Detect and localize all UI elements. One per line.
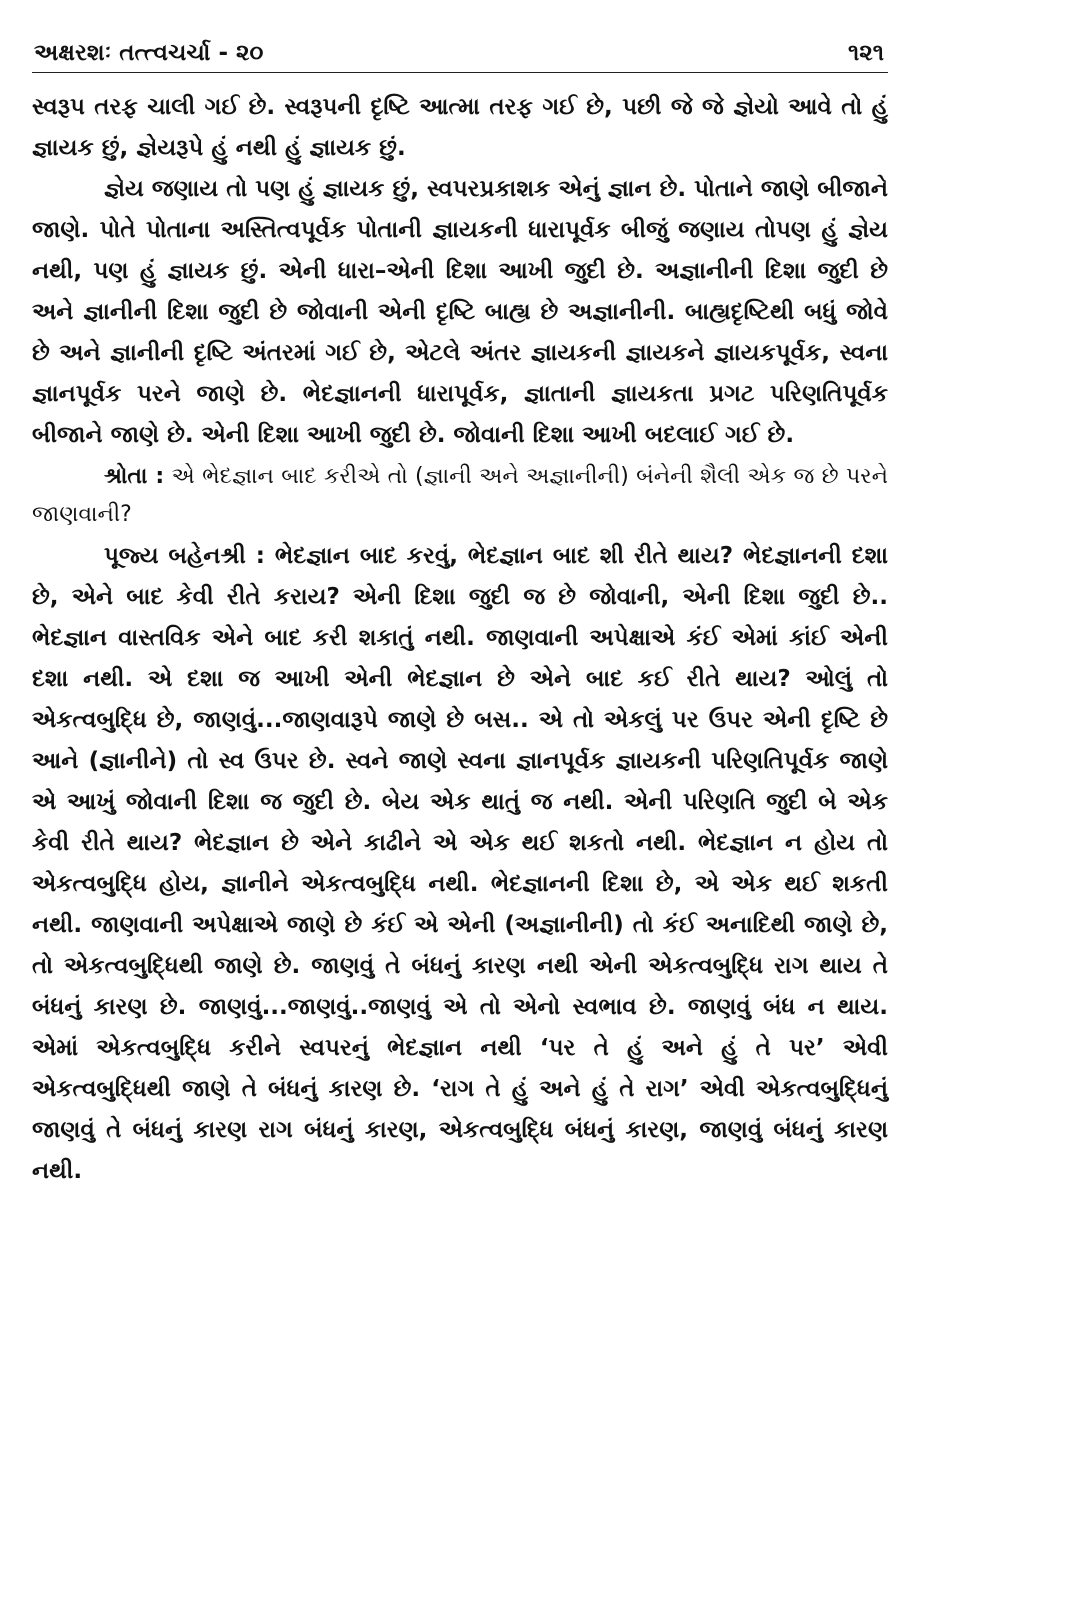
question-paragraph — [32, 458, 888, 534]
page-number: ૧૨૧ — [847, 40, 884, 66]
running-header — [32, 38, 888, 73]
paragraph-continuation: સ્વરૂપ તરફ ચાલી ગઈ છે. સ્વરૂપની દૃષ્ટિ આત્મા તરફ ગઈ છે, પછી જે જે જ્ઞેયો આવે તો હું જ્ઞાયક છું, જ્ઞેયરૂપે હું નથી હું જ્ઞાયક છું. — [32, 94, 888, 161]
question-text: એ ભેદજ્ઞાન બાદ કરીએ તો (જ્ઞાની અને અજ્ઞાનીની) બંનેની શૈલી એક જ છે પરને જાણવાની? — [32, 464, 888, 527]
answer-text: ભેદજ્ઞાન બાદ કરવું, ભેદજ્ઞાન બાદ શી રીતે થાય? ભેદજ્ઞાનની દશા છે, એને બાદ કેવી રીતે કરાય? એની દિશા જુદી જ છે જોવાની, એની દિશા જુદી છે.. ભેદજ્ઞાન વાસ્તવિક એને બાદ કરી શકાતું નથી. જાણવાની અપેક્ષાએ કંઈ એમાં કાંઈ એની દશા નથી. એ દશા જ આખી એની ભેદજ્ઞાન છે એને બાદ કઈ રીતે થાય? ઓલું તો એકત્વબુદ્ધિ છે, જાણવું...જાણવારૂપે જાણે છે બસ.. એ તો એકલું પર ઉપર એની દૃષ્ટિ છે આને (જ્ઞાનીને) તો સ્વ ઉપર છે. સ્વને જાણે સ્વના જ્ઞાનપૂર્વક જ્ઞાયકની પરિણતિપૂર્વક જાણે એ આખું જોવાની દિશા જ જુદી છે. બેય એક થાતું જ નથી. એની પરિણતિ જુદી બે એક કેવી રીતે થાય? ભેદજ્ઞાન છે એને કાઢીને એ એક થઈ શકતો નથી. ભેદજ્ઞાન ન હોય તો એકત્વબુદ્ધિ હોય, જ્ઞાનીને એકત્વબુદ્ધિ નથી. ભેદજ્ઞાનની દિશા છે, એ એક થઈ શકતી નથી. જાણવાની અપેક્ષાએ જાણે છે કંઈ એ એની (અજ્ઞાનીની) તો કંઈ અનાદિથી જાણે છે, તો એકત્વબુદ્ધિથી જાણે છે. જાણવું તે બંધનું કારણ નથી એની એકત્વબુદ્ધિ રાગ થાય તે બંધનું કારણ છે. જાણવું...જાણવું..જાણવું એ તો એનો સ્વભાવ છે. જાણવું બંધ ન થાય. એમાં એકત્વબુદ્ધિ કરીને સ્વપરનું ભેદજ્ઞાન નથી ‘પર તે હું અને હું તે પર’ એવી એકત્વબુદ્ધિથી જાણે તે બંધનું કારણ છે. ‘રાગ તે હું અને હું તે રાગ’ એવી એકત્વબુદ્ધિનું જાણવું તે બંધનું કારણ રાગ બંધનું કારણ, એકત્વબુદ્ધિ બંધનું કારણ, જાણવું બંધનું કારણ નથી. — [32, 543, 888, 1184]
page — [32, 38, 888, 1192]
answer-speaker-label: પૂજ્ય બહેનશ્રી : — [104, 543, 265, 569]
header-title: અક્ષરશઃ તત્ત્વચર્ચા - ૨૦ — [34, 40, 264, 66]
paragraph-main: જ્ઞેય જણાય તો પણ હું જ્ઞાયક છું, સ્વપરપ્રકાશક એનું જ્ઞાન છે. પોતાને જાણે બીજાને જાણે. પોતે પોતાના અસ્તિત્વપૂર્વક પોતાની જ્ઞાયકની ધારાપૂર્વક બીજું જણાય તોપણ હું જ્ઞેય નથી, પણ હું જ્ઞાયક છું. એની ધારા–એની દિશા આખી જુદી છે. અજ્ઞાનીની દિશા જુદી છે અને જ્ઞાનીની દિશા જુદી છે જોવાની એની દૃષ્ટિ બાહ્ય છે અજ્ઞાનીની. બાહ્યદૃષ્ટિથી બધું જોવે છે અને જ્ઞાનીની દૃષ્ટિ અંતરમાં ગઈ છે, એટલે અંતર જ્ઞાયકની જ્ઞાયકને જ્ઞાયકપૂર્વક, સ્વના જ્ઞાનપૂર્વક પરને જાણે છે. ભેદજ્ઞાનની ધારાપૂર્વક, જ્ઞાતાની જ્ઞાયકતા પ્રગટ પરિણતિપૂર્વક બીજાને જાણે છે. એની દિશા આખી જુદી છે. જોવાની દિશા આખી બદલાઈ ગઈ છે. — [32, 176, 888, 448]
page-body — [32, 87, 888, 1192]
answer-paragraph — [32, 536, 888, 1192]
question-speaker-label: શ્રોતા : — [104, 464, 165, 489]
